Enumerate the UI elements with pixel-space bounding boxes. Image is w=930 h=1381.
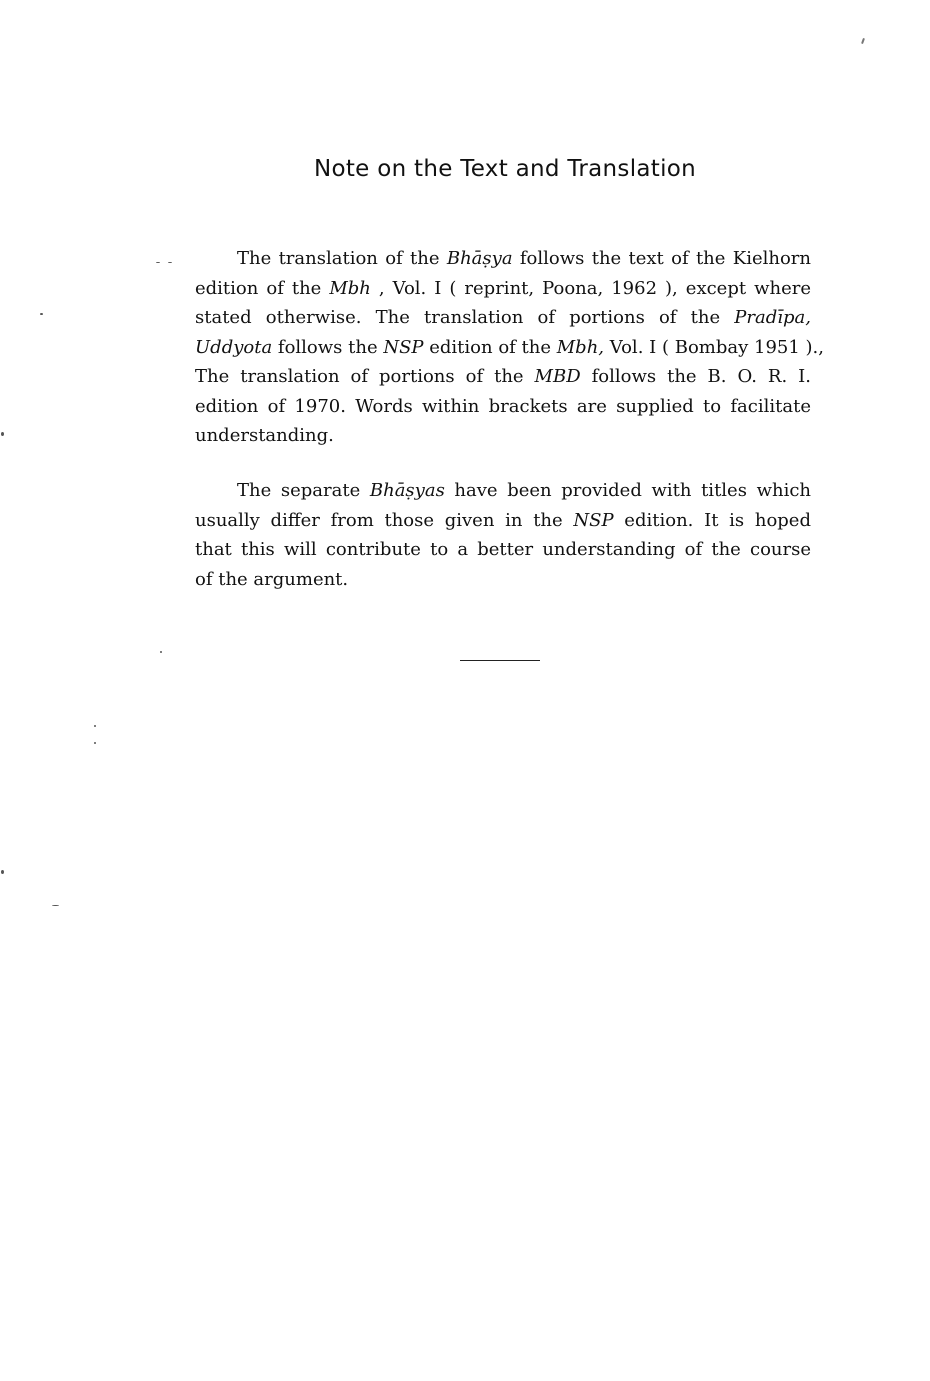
paragraph-1 xyxy=(195,244,824,451)
scan-speck xyxy=(156,262,160,263)
section-end-rule xyxy=(460,660,540,661)
italic-term: MBD xyxy=(534,366,581,387)
scan-speck xyxy=(94,742,96,744)
italic-term: Mbh, xyxy=(556,336,605,358)
italic-term: Pradīpa, xyxy=(734,307,811,328)
italic-term: Bhāṣya xyxy=(446,248,513,269)
text-line: understanding. xyxy=(195,425,334,446)
italic-term: Mbh xyxy=(329,277,371,299)
italic-term: NSP xyxy=(383,336,424,358)
text-line: Uddyota follows the NSP edition of the Mbh, Vol. I ( Bombay 1951 )., xyxy=(195,336,824,358)
text-line: The translation of portions of the MBD follows the B. O. R. I. xyxy=(195,366,811,387)
scan-speck xyxy=(52,905,59,906)
page-title: Note on the Text and Translation xyxy=(313,156,697,182)
scan-speck xyxy=(168,262,172,263)
scan-speck xyxy=(1,870,4,874)
text-line: that this will contribute to a better understanding of the course xyxy=(195,539,811,560)
text-line: The separate Bhāṣyas have been provided with titles which xyxy=(237,480,811,501)
paragraph-2 xyxy=(195,476,811,594)
italic-term: Uddyota xyxy=(195,336,273,358)
scan-speck xyxy=(1,432,4,436)
scan-speck xyxy=(861,38,865,44)
text-line: edition of 1970. Words within brackets are supplied to facilitate xyxy=(195,395,811,417)
scan-speck xyxy=(40,313,43,315)
text-line: The translation of the Bhāṣya follows the text of the Kielhorn xyxy=(237,248,811,269)
italic-term: Bhāṣyas xyxy=(369,480,445,501)
text-line: edition of the Mbh , Vol. I ( reprint, Poona, 1962 ), except where xyxy=(195,277,811,299)
italic-term: NSP xyxy=(573,509,614,531)
text-line: stated otherwise. The translation of portions of the Pradīpa, xyxy=(195,307,811,328)
text-line: of the argument. xyxy=(195,568,349,590)
scan-speck xyxy=(94,725,96,727)
scan-speck xyxy=(160,651,162,653)
text-line: usually differ from those given in the NSP edition. It is hoped xyxy=(195,509,811,531)
